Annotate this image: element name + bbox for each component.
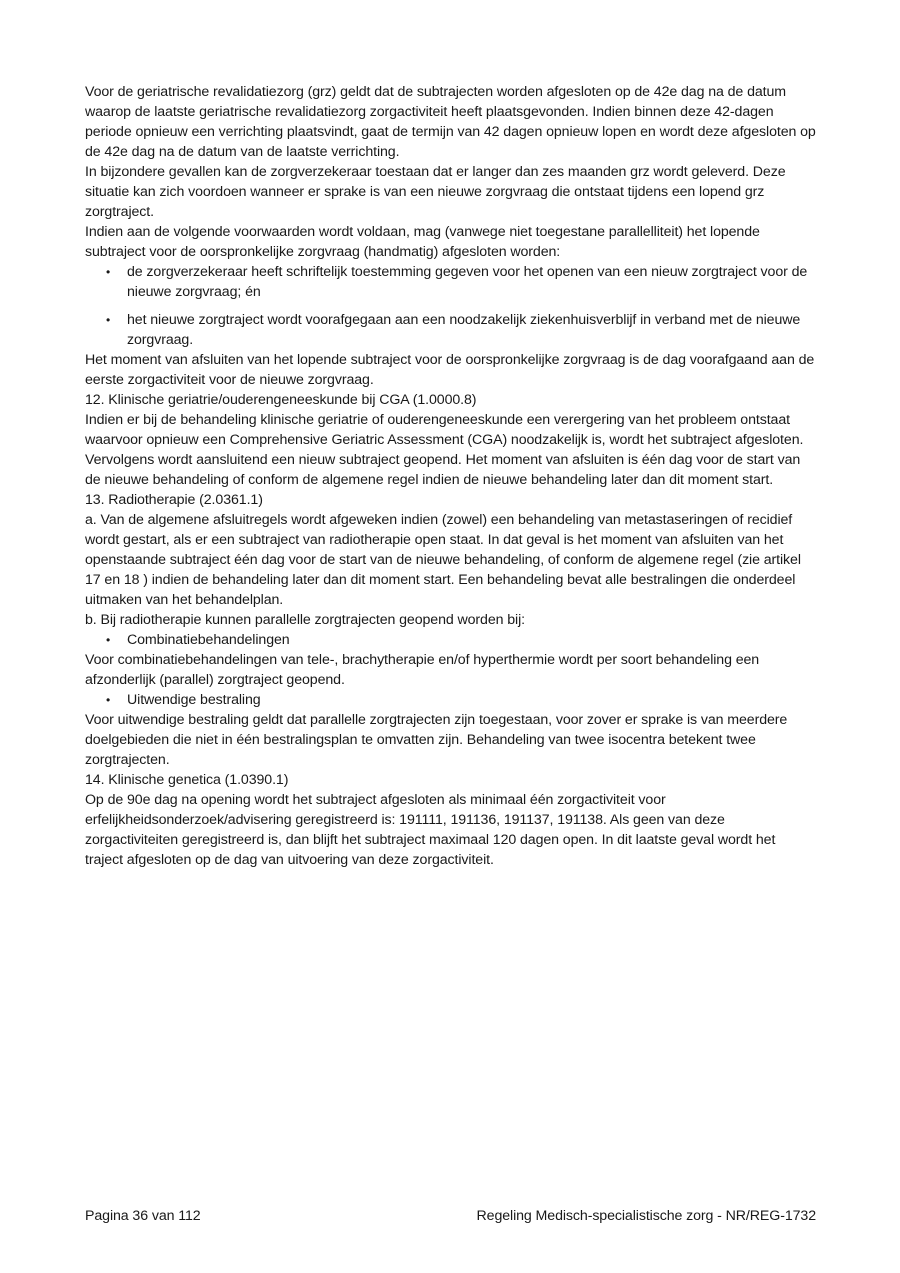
- paragraph-bijzondere-gevallen: In bijzondere gevallen kan de zorgverzekeraar toestaan dat er langer dan zes maanden grz wordt geleverd. Deze situatie kan zich voordoen wanneer er sprake is van een nieuwe zorgvraag die ontstaat tijdens een lopend grz zorgtraject.: [85, 164, 786, 220]
- list-item-uitwendige-bestraling: • Uitwendige bestraling: [85, 690, 817, 710]
- section-14-body: Op de 90e dag na opening wordt het subtraject afgesloten als minimaal één zorgactiviteit voor erfelijkheidsonderzoek/advisering geregistreerd is: 191111, 191136, 191137, 191138. Als geen van deze zorgactiviteiten geregistreerd is, dan blijft het subtraject maximaal 120 dagen open. In dit laatste geval wordt het traject afgesloten op de dag van uitvoering van deze zorgactiviteit.: [85, 792, 776, 868]
- paragraph-grz-42-dagen: Voor de geriatrische revalidatiezorg (grz) geldt dat de subtrajecten worden afgesloten op de 42e dag na de datum waarop de laatste geriatrische revalidatiezorg zorgactiviteit heeft plaatsgevonden. Indien binnen deze 42-dagen periode opnieuw een verrichting plaatsvindt, gaat de termijn van 42 dagen opnieuw lopen en wordt deze afgesloten op de 42e dag na de datum van de laatste verrichting.: [85, 84, 816, 160]
- section-13-paragraph-a: a. Van de algemene afsluitregels wordt afgeweken indien (zowel) een behandeling van metastaseringen of recidief wordt gestart, als er een subtraject van radiotherapie open staat. In dat geval is het moment van afsluiten van het openstaande subtraject één dag voor de start van de nieuwe behandeling, of conform de algemene regel (zie artikel 17 en 18 ) indien de behandeling later dan dit moment start. Een behandeling bevat alle bestralingen die onderdeel uitmaken van het behandelplan.: [85, 512, 801, 608]
- list-item-ziekenhuisverblijf: • het nieuwe zorgtraject wordt voorafgegaan aan een noodzakelijk ziekenhuisverblijf in verband met de nieuwe zorgvraag.: [85, 310, 817, 350]
- section-12-heading: 12. Klinische geriatrie/ouderengeneeskunde bij CGA (1.0000.8): [85, 392, 477, 408]
- paragraph-moment-afsluiten: Het moment van afsluiten van het lopende subtraject voor de oorspronkelijke zorgvraag is de dag voorafgaand aan de eerste zorgactiviteit voor de nieuwe zorgvraag.: [85, 352, 815, 388]
- paragraph-voorwaarden: Indien aan de volgende voorwaarden wordt voldaan, mag (vanwege niet toegestane parallelliteit) het lopende subtraject voor de oorspronkelijke zorgvraag (handmatig) afgesloten worden:: [85, 224, 760, 260]
- footer-document-title: Regeling Medisch-specialistische zorg - NR/REG-1732: [476, 1208, 816, 1224]
- paragraph-combinatiebehandelingen: Voor combinatiebehandelingen van tele-, brachytherapie en/of hyperthermie wordt per soort behandeling een afzonderlijk (parallel) zorgtraject geopend.: [85, 652, 760, 688]
- bullet-list-combinatie: [85, 630, 817, 650]
- section-13-paragraph-b: b. Bij radiotherapie kunnen parallelle zorgtrajecten geopend worden bij:: [85, 612, 525, 628]
- list-item-toestemming: • de zorgverzekeraar heeft schriftelijk toestemming gegeven voor het openen van een nieuw zorgtraject voor de nieuwe zorgvraag; én: [85, 262, 817, 302]
- page-footer: [85, 1206, 816, 1226]
- list-item-combinatiebehandelingen: • Combinatiebehandelingen: [85, 630, 817, 650]
- page-body: [85, 82, 817, 870]
- paragraph-uitwendige-bestraling: Voor uitwendige bestraling geldt dat parallelle zorgtrajecten zijn toegestaan, voor zover er sprake is van meerdere doelgebieden die niet in één bestralingsplan te omvatten zijn. Behandeling van twee isocentra betekent twee zorgtrajecten.: [85, 712, 788, 768]
- section-14-heading: 14. Klinische genetica (1.0390.1): [85, 772, 289, 788]
- section-13-heading: 13. Radiotherapie (2.0361.1): [85, 492, 263, 508]
- footer-page-indicator: Pagina 36 van 112: [85, 1208, 201, 1224]
- bullet-list-uitwendig: [85, 690, 817, 710]
- bullet-list-voorwaarden: [85, 262, 817, 350]
- section-12-body: Indien er bij de behandeling klinische geriatrie of ouderengeneeskunde een verergering van het probleem ontstaat waarvoor opnieuw een Comprehensive Geriatric Assessment (CGA) noodzakelijk is, wordt het subtraject afgesloten. Vervolgens wordt aansluitend een nieuw subtraject geopend. Het moment van afsluiten is één dag voor de start van de nieuwe behandeling of conform de algemene regel indien de nieuwe behandeling later dan dit moment start.: [85, 412, 804, 488]
